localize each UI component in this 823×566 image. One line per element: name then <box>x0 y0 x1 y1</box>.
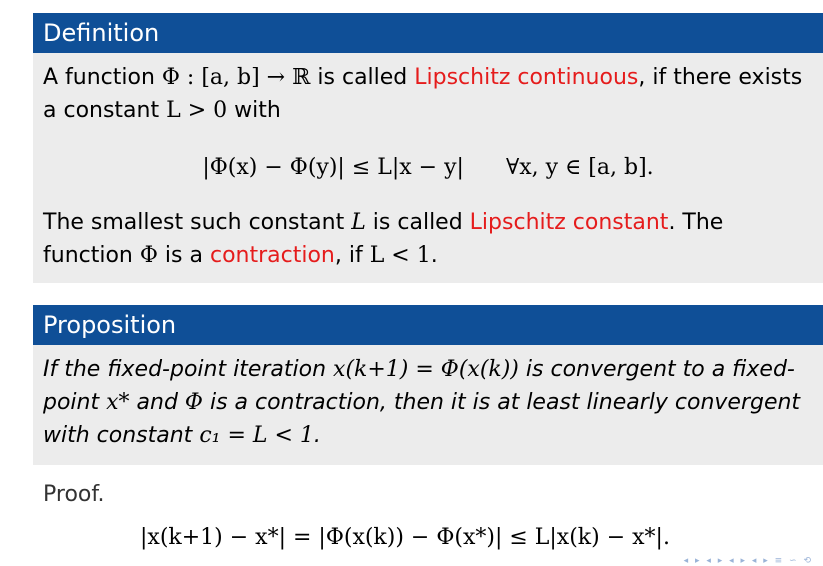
definition-text-5: The smallest such constant <box>43 210 352 235</box>
forall-condition: ∀x, y ∈ [a, b]. <box>505 155 654 180</box>
beamer-navigation-bar[interactable]: ◂ ▸ ◂ ▸ ◂ ▸ ◂ ▸ ≡ ∽ ⟲ <box>683 556 813 566</box>
lipschitz-inequality: |Φ(x) − Φ(y)| ≤ L|x − y| <box>202 155 464 180</box>
term-contraction: contraction <box>209 243 335 268</box>
definition-phi: Φ <box>139 243 158 268</box>
definition-text-3: , if there exists a constant <box>43 65 803 123</box>
proposition-text-3: and <box>129 390 185 415</box>
proposition-phi: Φ <box>184 390 203 415</box>
definition-body <box>33 53 823 282</box>
definition-text-2: is called <box>310 65 415 90</box>
proposition-text-4: is a contraction, then it is at least linearly convergent with constant <box>43 390 801 448</box>
definition-constant-condition: L > 0 <box>166 98 228 123</box>
definition-text-1: A function <box>43 65 162 90</box>
proof-equation: |x(k+1) − x*| = |Φ(x(k)) − Φ(x*)| ≤ L|x(k) − x*|. <box>140 525 670 550</box>
definition-function-signature: Φ : [a, b] → ℝ <box>161 65 311 90</box>
definition-text-4: with <box>227 98 281 123</box>
proof-label: Proof. <box>43 482 105 507</box>
definition-L: L <box>351 210 366 235</box>
definition-text-6: is called <box>365 210 470 235</box>
proposition-block <box>33 305 823 465</box>
definition-title: Definition <box>33 13 823 53</box>
definition-text-9: , if <box>334 243 370 268</box>
definition-text-10: . <box>430 243 438 268</box>
fixed-point-xstar: x* <box>106 390 130 415</box>
proposition-text-2: is convergent to a fixed-point <box>43 357 795 415</box>
term-lipschitz-constant: Lipschitz constant <box>469 210 669 235</box>
proposition-body <box>33 345 823 462</box>
proposition-text-1: If the fixed-point iteration <box>43 357 334 382</box>
fixed-point-iteration: x(k+1) = Φ(x(k)) <box>333 357 519 382</box>
definition-L-condition: L < 1 <box>369 243 431 268</box>
definition-block <box>33 13 823 283</box>
definition-text-7: . The function <box>43 210 724 268</box>
term-lipschitz-continuous: Lipschitz continuous <box>414 65 639 90</box>
definition-text-8: is a <box>157 243 210 268</box>
proposition-text-5: . <box>313 423 321 448</box>
convergence-constant: c₁ = L < 1 <box>199 423 314 448</box>
definition-display-equation <box>43 127 813 206</box>
proposition-title: Proposition <box>33 305 823 345</box>
